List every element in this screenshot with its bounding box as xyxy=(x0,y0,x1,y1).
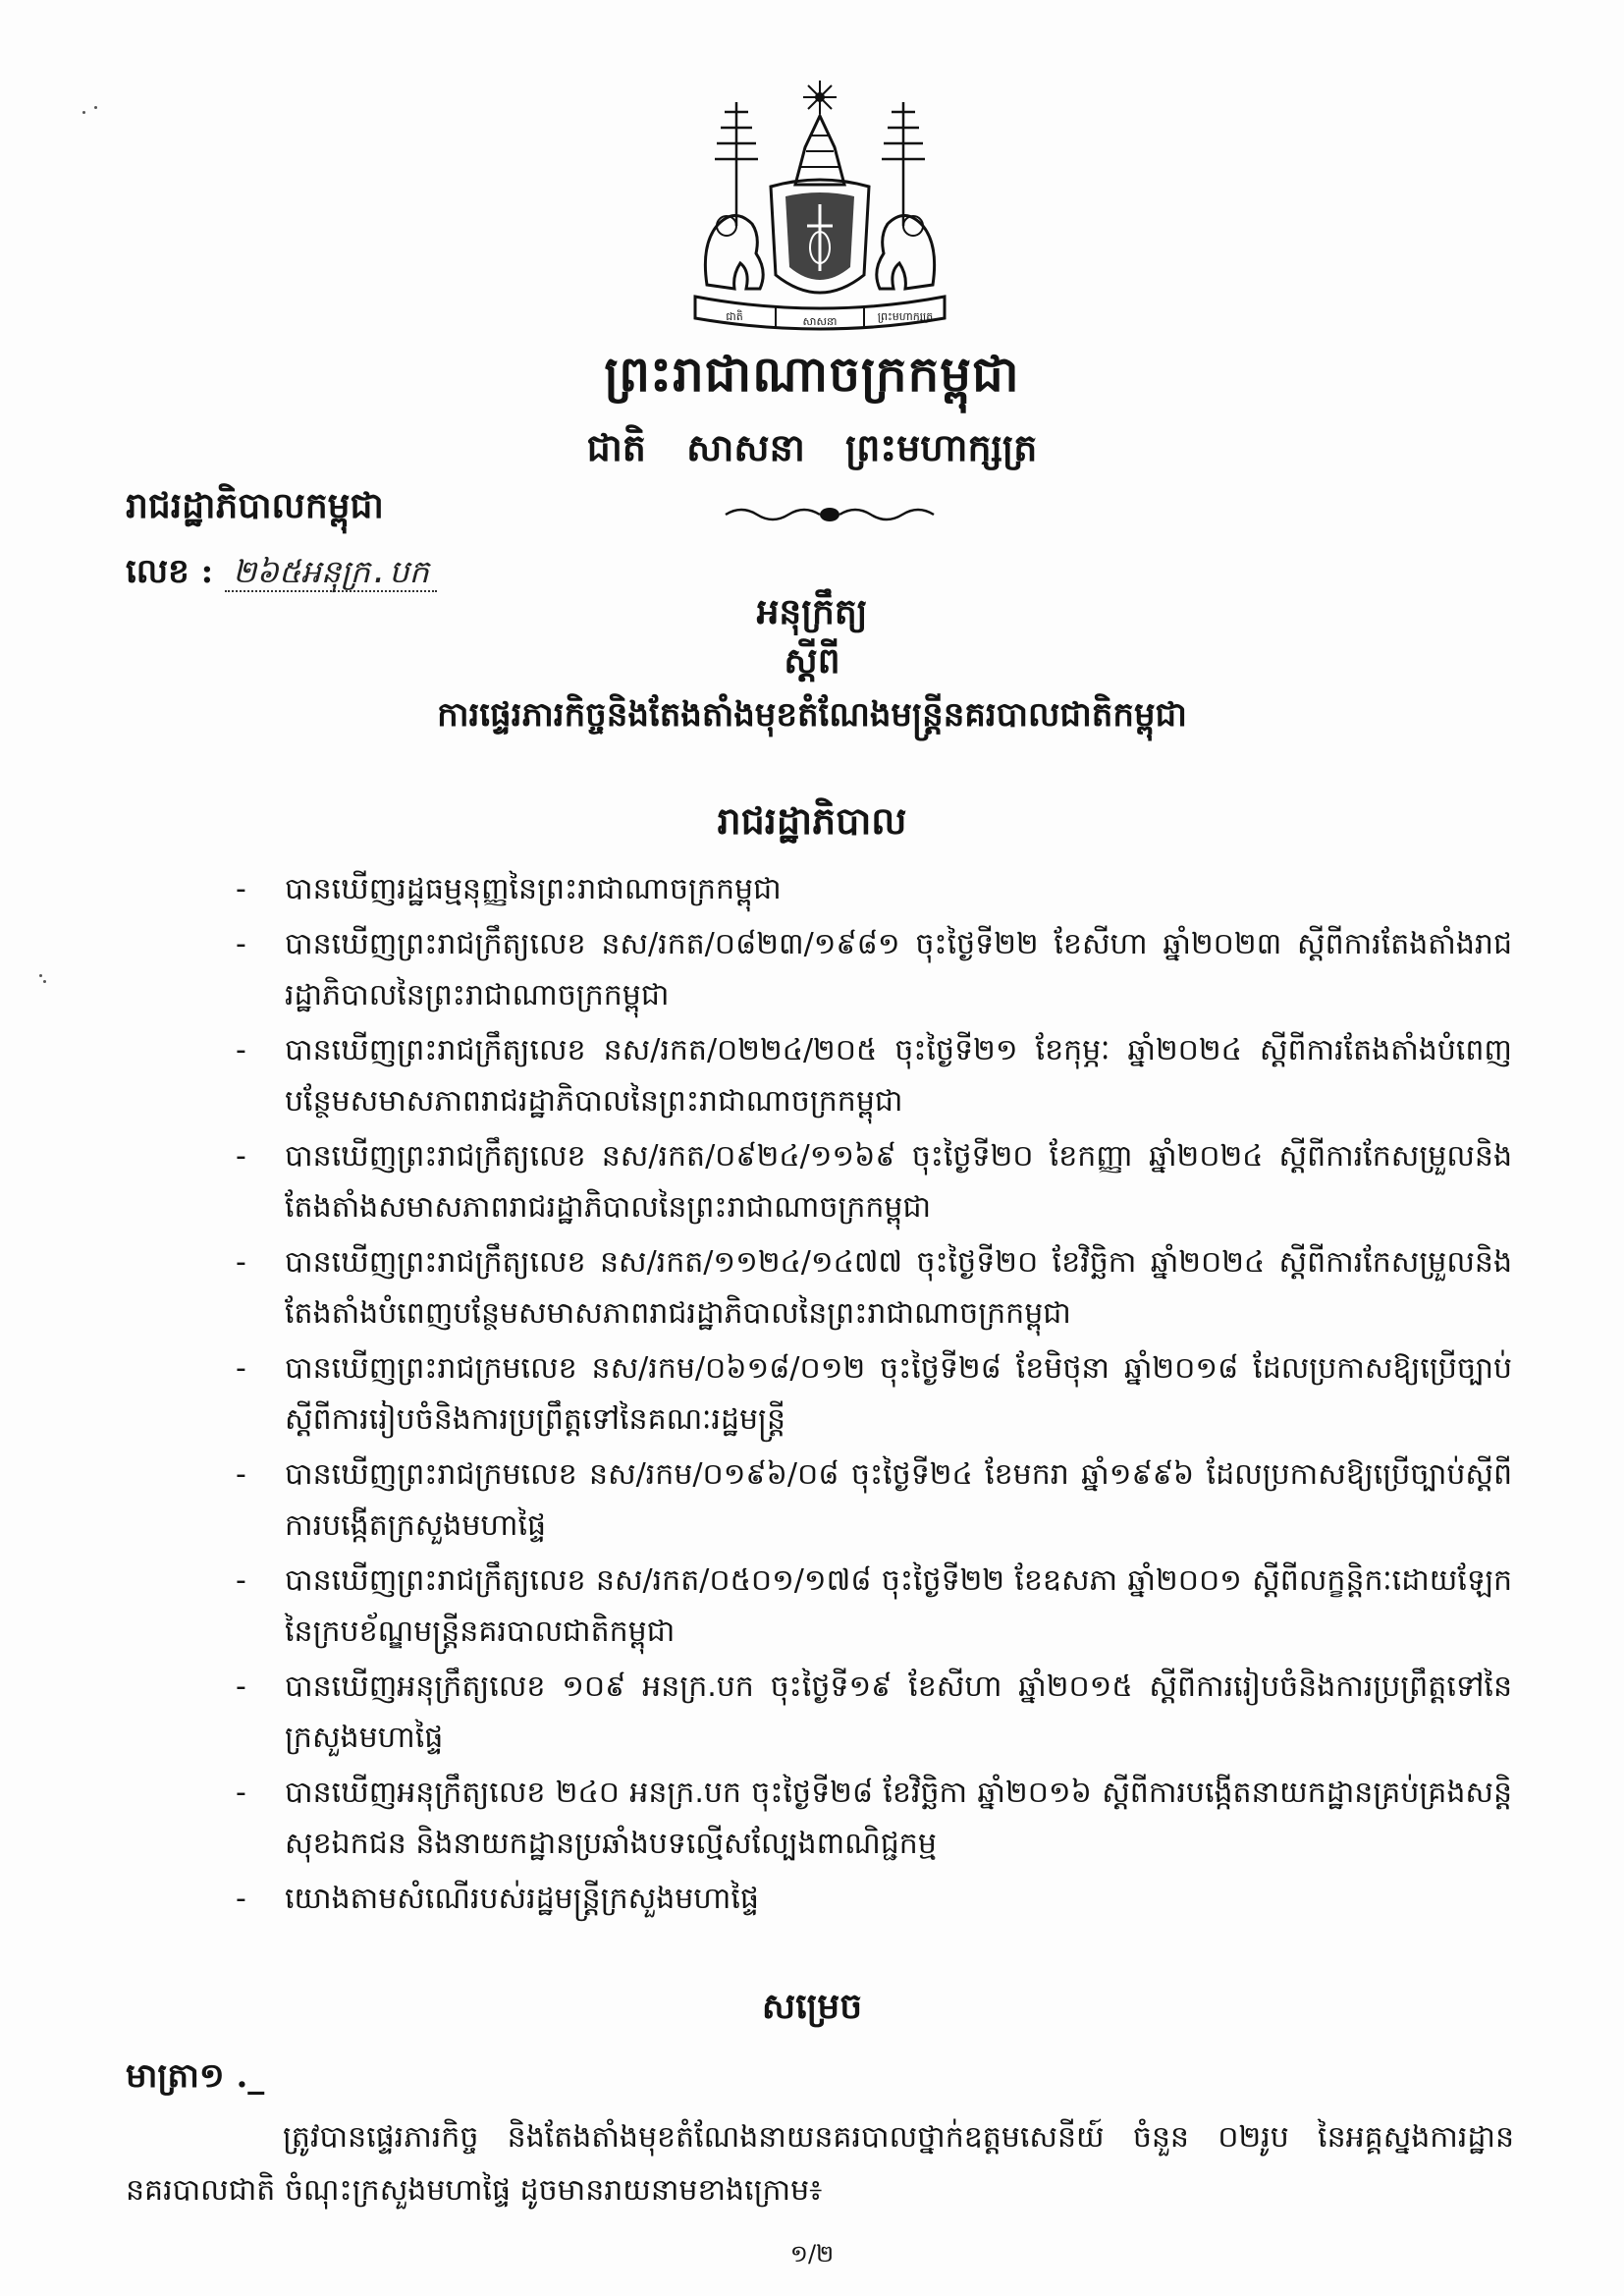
recital-text: បានឃើញព្រះរាជក្រឹត្យលេខ នស/រកត/១១២៤/១៤៧៧ ចុះថ្ងៃទី២០ ខែវិច្ឆិកា ឆ្នាំ២០២៤ ស្តីពីការកែសម្រួលនិងតែងតាំងបំពេញបន្ថែមសមាសភាពរាជរដ្ឋាភិបាលនៃព្រះរាជាណាចក្រកម្ពុជា xyxy=(285,1245,1512,1331)
issuing-authority: រាជរដ្ឋាភិបាលកម្ពុជា xyxy=(126,485,384,526)
recitals-list xyxy=(236,864,1512,1929)
decision-heading: សម្រេច xyxy=(761,1986,863,2027)
recital-text: បានឃើញអនុក្រឹត្យលេខ ១០៩ អនក្រ.បក ចុះថ្ងៃទី១៩ ខែសីហា ឆ្នាំ២០១៥ ស្តីពីការរៀបចំនិងការប្រព្រឹត្តទៅនៃក្រសួងមហាផ្ទៃ xyxy=(285,1669,1512,1755)
recital-item xyxy=(236,919,1512,1021)
recital-dash: - xyxy=(236,1669,246,1704)
svg-text:ព្រះមហាក្សត្រ: ព្រះមហាក្សត្រ xyxy=(877,310,934,323)
recital-text: បានឃើញរដ្ឋធម្មនុញ្ញនៃព្រះរាជាណាចក្រកម្ពុជា xyxy=(285,872,782,906)
document-about: ស្តីពី xyxy=(784,640,840,682)
recital-text: បានឃើញអនុក្រឹត្យលេខ ២៤០ អនក្រ.បក ចុះថ្ងៃទី២៨ ខែវិច្ឆិកា ឆ្នាំ២០១៦ ស្តីពីការបង្កើតនាយកដ្ឋានគ្រប់គ្រងសន្តិសុខឯកជន និងនាយកដ្ឋានប្រឆាំងបទល្មើសល្បែងពាណិជ្ជកម្ម xyxy=(285,1776,1512,1861)
recital-dash: - xyxy=(236,1776,246,1810)
recital-text: បានឃើញព្រះរាជក្រមលេខ នស/រកម/០១៩៦/០៨ ចុះថ្ងៃទី២៤ ខែមករា ឆ្នាំ១៩៩៦ ដែលប្រកាសឱ្យប្រើច្បាប់ស្តីពីការបង្កើតក្រសួងមហាផ្ទៃ xyxy=(285,1457,1512,1543)
recital-item xyxy=(236,1449,1512,1552)
recital-text: បានឃើញព្រះរាជក្រឹត្យលេខ នស/រកត/០៥០១/១៧៨ ចុះថ្ងៃទី២២ ខែឧសភា ឆ្នាំ២០០១ ស្តីពីលក្ខន្តិកៈដោយឡែកនៃក្របខ័ណ្ឌមន្ត្រីនគរបាលជាតិកម្ពុជា xyxy=(285,1563,1512,1649)
national-motto: ជាតិ សាសនា ព្រះមហាក្សត្រ xyxy=(586,425,1038,469)
svg-text:សាសនា: សាសនា xyxy=(802,315,838,328)
recital-text: យោងតាមសំណើរបស់រដ្ឋមន្ត្រីក្រសួងមហាផ្ទៃ xyxy=(285,1882,759,1916)
recital-dash: - xyxy=(236,1139,246,1174)
recital-dash: - xyxy=(236,872,246,906)
recital-text: បានឃើញព្រះរាជក្រឹត្យលេខ នស/រកត/០២២៤/២០៥ ចុះថ្ងៃទី២១ ខែកុម្ភៈ ឆ្នាំ២០២៤ ស្តីពីការតែងតាំងបំពេញបន្ថែមសមាសភាពរាជរដ្ឋាភិបាលនៃព្រះរាជាណាចក្រកម្ពុជា xyxy=(285,1033,1512,1119)
recital-dash: - xyxy=(236,1351,246,1386)
document-type: អនុក្រឹត្យ xyxy=(756,591,868,632)
recital-item xyxy=(236,1768,1512,1870)
article-body: ត្រូវបានផ្ទេរភារកិច្ច និងតែងតាំងមុខតំណែងនាយនគរបាលថ្នាក់ឧត្តមសេនីយ៍ ចំនួន ០២រូប នៃអគ្គស្នងការដ្ឋាននគរបាលជាតិ ចំណុះក្រសួងមហាផ្ទៃ ដូចមានរាយនាមខាងក្រោម៖ xyxy=(126,2120,1514,2208)
recital-dash: - xyxy=(236,927,246,961)
recital-dash: - xyxy=(236,1033,246,1067)
recital-item xyxy=(236,1237,1512,1339)
svg-text:ជាតិ: ជាតិ xyxy=(726,310,743,323)
document-number-label: លេខ : xyxy=(126,552,214,591)
kingdom-title: ព្រះរាជាណាចក្រកម្ពុជា xyxy=(604,345,1020,403)
document-subject: ការផ្ទេរភារកិច្ចនិងតែងតាំងមុខតំណែងមន្ត្រីនគរបាលជាតិកម្ពុជា xyxy=(437,695,1187,735)
recital-item xyxy=(236,1662,1512,1764)
recital-text: បានឃើញព្រះរាជក្រឹត្យលេខ នស/រកត/០៨២៣/១៩៨១ ចុះថ្ងៃទី២២ ខែសីហា ឆ្នាំ២០២៣ ស្តីពីការតែងតាំងរាជរដ្ឋាភិបាលនៃព្រះរាជាណាចក្រកម្ពុជា xyxy=(285,927,1512,1012)
recital-item xyxy=(236,864,1512,915)
decorative-divider-icon xyxy=(722,501,938,526)
recital-item xyxy=(236,1343,1512,1446)
recital-item xyxy=(236,1131,1512,1233)
recital-dash: - xyxy=(236,1245,246,1280)
document-number-value: ២៦៥អនុក្រ.បក xyxy=(225,553,437,592)
recital-dash: - xyxy=(236,1882,246,1916)
royal-coat-of-arms-icon xyxy=(677,79,962,336)
recital-text: បានឃើញព្រះរាជក្រឹត្យលេខ នស/រកត/០៩២៤/១១៦៩ ចុះថ្ងៃទី២០ ខែកញ្ញា ឆ្នាំ២០២៤ ស្តីពីការកែសម្រួលនិងតែងតាំងសមាសភាពរាជរដ្ឋាភិបាលនៃព្រះរាជាណាចក្រកម្ពុជា xyxy=(285,1139,1512,1225)
recital-item xyxy=(236,1556,1512,1658)
page-number: ១/២ xyxy=(789,2240,835,2268)
government-heading: រាជរដ្ឋាភិបាល xyxy=(717,798,907,843)
recital-dash: - xyxy=(236,1457,246,1492)
recital-item xyxy=(236,1025,1512,1127)
recital-text: បានឃើញព្រះរាជក្រមលេខ នស/រកម/០៦១៨/០១២ ចុះថ្ងៃទី២៨ ខែមិថុនា ឆ្នាំ២០១៨ ដែលប្រកាសឱ្យប្រើច្បាប់ស្តីពីការរៀបចំនិងការប្រព្រឹត្តទៅនៃគណៈរដ្ឋមន្ត្រី xyxy=(285,1351,1512,1437)
recital-dash: - xyxy=(236,1563,246,1598)
article-title: មាត្រា១ ._ xyxy=(126,2056,265,2096)
recital-item xyxy=(236,1874,1512,1925)
